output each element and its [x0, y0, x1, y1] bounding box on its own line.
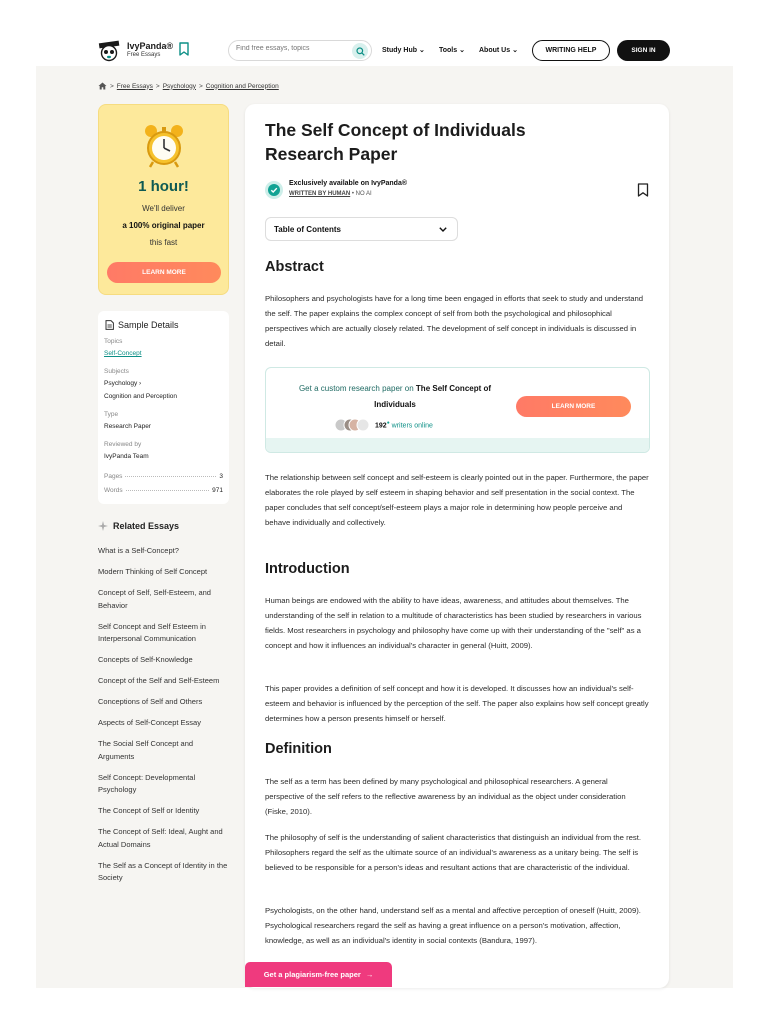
- logo-name: IvyPanda®: [127, 41, 174, 51]
- related-essay-link[interactable]: Concept of the Self and Self-Esteem: [98, 676, 220, 685]
- cta-learn-more-button[interactable]: LEARN MORE: [516, 396, 631, 417]
- breadcrumb-cognition[interactable]: Cognition and Perception: [205, 82, 279, 90]
- pages-value: 3: [219, 473, 223, 480]
- pages-row: [104, 473, 223, 480]
- related-essay-link[interactable]: Concept of Self, Self-Esteem, and Behavior: [98, 588, 211, 610]
- verified-check-icon: [265, 181, 283, 199]
- custom-paper-cta: [265, 367, 650, 453]
- related-essays-list: [98, 545, 230, 885]
- writers-online-count: 192: [375, 422, 387, 430]
- search-input[interactable]: [236, 45, 346, 52]
- logo-subtitle: Free Essays: [127, 52, 161, 58]
- article-card: [245, 104, 669, 988]
- nav-tools[interactable]: Tools ⌄: [439, 47, 465, 54]
- nav-study-hub[interactable]: Study Hub ⌄: [382, 47, 425, 54]
- words-value: 971: [212, 487, 223, 494]
- exclusive-badge: [265, 179, 407, 199]
- introduction-paragraph-2: This paper provides a definition of self concept and how it is developed. It discusses how an individual's self-esteem and behavior is influenced by the perception of the self. The paper also explains how self concept greatly determines how a person presents himself or herself.: [265, 684, 649, 723]
- alarm-clock-icon: [143, 123, 185, 169]
- words-label: Words: [104, 487, 123, 494]
- related-essays-header: [98, 521, 179, 531]
- writer-avatars: [333, 418, 371, 432]
- related-essay-link[interactable]: Aspects of Self-Concept Essay: [98, 718, 201, 727]
- topics-label: Topics: [104, 338, 123, 345]
- chevron-down-icon: ⌄: [512, 47, 518, 54]
- pages-label: Pages: [104, 473, 123, 480]
- breadcrumb-separator: >: [110, 82, 114, 90]
- type-value: Research Paper: [104, 423, 151, 430]
- chevron-down-icon: [439, 227, 447, 232]
- site-header: [0, 0, 768, 66]
- abstract-paragraph-1: Philosophers and psychologists have for a long time been engaged in efforts that seek to study and understand the self. The paper explains the complex concept of self from both the psychological and philosophical perspectives which are actually closely related. The development of self concept in individuals is discussed in detail.: [265, 294, 644, 348]
- related-essay-link[interactable]: Concepts of Self-Knowledge: [98, 655, 193, 664]
- breadcrumb: [98, 82, 279, 90]
- definition-paragraph-1: The self as a term has been defined by many psychological and philosophical researchers. A general perspective of the self refers to the reflective awareness by an individual as the object under consideration (Fiske, 2010).: [265, 777, 626, 816]
- breadcrumb-separator: >: [198, 82, 203, 90]
- online-dot-icon: ●: [386, 420, 390, 426]
- search-icon: [356, 47, 365, 56]
- sample-details-header: [105, 320, 179, 330]
- definition-paragraph-3: Psychologists, on the other hand, understand self as a mental and affective perception of oneself (Huitt, 2009). Psychological researchers regard the self as having a great influence on a person's motivation, affection, knowledge, as well as an individual's identity in social contexts (Bandura, 1997).: [265, 906, 641, 945]
- breadcrumb-psychology[interactable]: Psychology: [162, 82, 196, 90]
- plagiarism-free-paper-button[interactable]: [245, 962, 392, 987]
- related-essay-link[interactable]: Self Concept: Developmental Psychology: [98, 772, 196, 794]
- search-box: [228, 40, 372, 61]
- exclusive-text: Exclusively available on IvyPanda®: [289, 180, 407, 187]
- bookmark-icon[interactable]: [178, 42, 190, 56]
- cta-text: [286, 381, 504, 413]
- related-essay-link[interactable]: The Social Self Concept and Arguments: [98, 739, 194, 761]
- reviewed-value: IvyPanda Team: [104, 453, 149, 460]
- sign-in-button[interactable]: SIGN IN: [617, 40, 670, 61]
- abstract-paragraph-2: The relationship between self concept and self-esteem is clearly pointed out in the paper. Furthermore, the paper elaborates the role played by self esteem in shaping behavior and self presentation in the social context. The paper concludes that self concept/self-esteem plays a major role in determining how people perceive and behave individually and collectively.: [265, 473, 649, 527]
- writing-help-button[interactable]: WRITING HELP: [532, 40, 610, 61]
- introduction-paragraph-1: Human beings are endowed with the ability to have ideas, awareness, and attitudes about themselves. The understanding of the self in relation to a multitude of characteristics has been studied by researchers in various fields. Most researchers in psychology and philosophy have come up with their understanding of the "self" as a concept and how it influences an individual's character in general (Huitt, 2009).: [265, 596, 642, 650]
- promo-line-2: a 100% original paper: [122, 221, 205, 230]
- article-title: The Self Concept of Individuals Research Paper: [265, 120, 526, 164]
- subjects-label: Subjects: [104, 368, 129, 375]
- breadcrumb-free-essays[interactable]: Free Essays: [116, 82, 153, 90]
- subjects-value-1[interactable]: Psychology ›: [104, 380, 142, 387]
- arrow-right-icon: →: [365, 970, 374, 979]
- home-icon[interactable]: [98, 82, 107, 90]
- related-essay-link[interactable]: Modern Thinking of Self Concept: [98, 567, 208, 576]
- subjects-value-2[interactable]: Cognition and Perception: [104, 393, 177, 400]
- reviewed-label: Reviewed by: [104, 441, 142, 448]
- definition-heading: Definition: [265, 741, 332, 757]
- type-label: Type: [104, 411, 119, 418]
- plagiarism-free-label: Get a plagiarism-free paper: [263, 970, 361, 979]
- cta-topic: The Self Concept of Individuals: [374, 384, 492, 409]
- related-essay-link[interactable]: What is a Self-Concept?: [98, 546, 179, 555]
- related-essay-link[interactable]: The Concept of Self: Ideal, Aught and Actual Domains: [98, 827, 223, 849]
- topic-link-self-concept[interactable]: Self-Concept: [104, 350, 142, 357]
- chevron-down-icon: ⌄: [418, 47, 425, 54]
- introduction-heading: Introduction: [265, 561, 350, 577]
- no-ai-label: • NO AI: [351, 191, 372, 197]
- cta-wave-decoration: [266, 438, 649, 452]
- bookmark-icon[interactable]: [637, 183, 649, 197]
- definition-paragraph-2: The philosophy of self is the understanding of salient characteristics that distinguish an individual from the rest. Philosophers regard the self as the ultimate source of an individual's awareness as a unitary being. The self is believed to be responsible for a person's ideas and resultant actions that are characteristic of the individual.: [265, 833, 642, 872]
- ivypanda-logo[interactable]: [97, 40, 173, 62]
- nav-about-us[interactable]: About Us ⌄: [479, 47, 518, 54]
- related-essay-link[interactable]: The Self as a Concept of Identity in the Society: [98, 860, 228, 882]
- related-essay-link[interactable]: The Concept of Self or Identity: [98, 806, 200, 815]
- toc-label: Table of Contents: [274, 224, 341, 234]
- promo-learn-more-button[interactable]: LEARN MORE: [107, 262, 221, 283]
- sample-details-title: Sample Details: [118, 320, 179, 330]
- related-essays-title: Related Essays: [113, 521, 180, 531]
- cta-prefix: Get a custom research paper on: [298, 384, 414, 393]
- search-button[interactable]: [352, 43, 368, 59]
- writers-online: [375, 420, 433, 429]
- table-of-contents-dropdown[interactable]: [265, 217, 458, 241]
- panda-logo-icon: [97, 40, 121, 62]
- related-essay-link[interactable]: Self Concept and Self Esteem in Interpersonal Communication: [98, 621, 206, 643]
- related-essay-link[interactable]: Conceptions of Self and Others: [98, 697, 203, 706]
- writers-online-label: writers online: [391, 422, 433, 430]
- promo-hour: 1 hour!: [138, 178, 189, 195]
- promo-card: [98, 104, 229, 295]
- promo-line-1: We'll deliver: [142, 204, 185, 213]
- abstract-heading: Abstract: [265, 259, 324, 275]
- breadcrumb-separator: >: [155, 82, 160, 90]
- promo-line-3: this fast: [149, 238, 178, 247]
- words-row: [104, 487, 223, 494]
- written-by-human-link[interactable]: WRITTEN BY HUMAN: [289, 191, 351, 197]
- sample-details-card: [98, 311, 229, 504]
- document-icon: [105, 320, 114, 330]
- sparkle-icon: [98, 521, 108, 531]
- chevron-down-icon: ⌄: [459, 47, 465, 54]
